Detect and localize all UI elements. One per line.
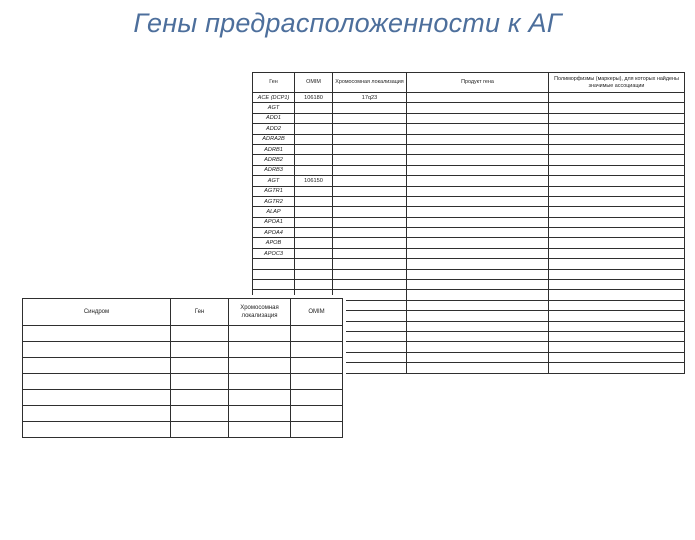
syndrome-table-row: [23, 358, 343, 374]
gene-table-row-cell: [333, 134, 407, 144]
gene-table-row-cell: [333, 238, 407, 248]
syndrome-table-row-cell: [23, 390, 171, 406]
gene-table-row-cell: [549, 113, 685, 123]
syndrome-table-row-cell: [23, 326, 171, 342]
gene-table-row-cell: [407, 238, 549, 248]
gene-table-row-cell: [407, 352, 549, 362]
gene-table-row-cell: ADD2: [253, 124, 295, 134]
gene-table-row-cell: APOB: [253, 238, 295, 248]
syndrome-table-row-cell: [229, 422, 291, 438]
syndrome-table-row-cell: [171, 358, 229, 374]
syndrome-table-row-cell: [23, 374, 171, 390]
gene-table-row-cell: [549, 103, 685, 113]
syndrome-table-row: [23, 342, 343, 358]
syndrome-table-row-cell: [229, 342, 291, 358]
gene-table-row-cell: [549, 321, 685, 331]
gene-table-row: [253, 259, 685, 269]
gene-table-row-cell: [549, 300, 685, 310]
gene-table-row-cell: [549, 93, 685, 103]
gene-table-row-cell: [295, 124, 333, 134]
gene-table-row-cell: [549, 331, 685, 341]
gene-table-row-cell: [549, 207, 685, 217]
gene-table-row-cell: 17q23: [333, 93, 407, 103]
slide-title: Гены предрасположенности к АГ: [133, 8, 562, 38]
gene-table-row-cell: [333, 207, 407, 217]
gene-table-row-cell: ADRB3: [253, 165, 295, 175]
gene-table-row-cell: [549, 363, 685, 373]
syndrome-table-row-cell: [229, 358, 291, 374]
gene-table-row-cell: [295, 217, 333, 227]
gene-table-row-cell: [407, 113, 549, 123]
gene-table-row-cell: [333, 269, 407, 279]
syndrome-table-row-cell: [291, 326, 343, 342]
gene-table-row-cell: [333, 352, 407, 362]
gene-table-row-cell: [253, 280, 295, 290]
syndrome-table-row-cell: [23, 358, 171, 374]
syndrome-table-row-header-cell: Синдром: [23, 299, 171, 326]
syndrome-table-row-cell: [171, 390, 229, 406]
gene-table-row-cell: [333, 176, 407, 186]
gene-table-row: [253, 144, 685, 154]
gene-table-row-cell: [407, 331, 549, 341]
gene-table-row-cell: [407, 134, 549, 144]
gene-table-row-cell: 106180: [295, 93, 333, 103]
gene-table-row-cell: 106150: [295, 176, 333, 186]
gene-table-row-cell: [295, 280, 333, 290]
gene-table-row-cell: [333, 331, 407, 341]
gene-table-row-cell: ADRB1: [253, 144, 295, 154]
syndrome-table-row-header-cell: Ген: [171, 299, 229, 326]
gene-table-row-cell: [333, 228, 407, 238]
gene-table-row-cell: [407, 124, 549, 134]
syndrome-table-row-cell: [229, 326, 291, 342]
gene-table-row-cell: [253, 259, 295, 269]
syndrome-table-row-header-cell: Хромосомная локализация: [229, 299, 291, 326]
gene-table-row: [253, 280, 685, 290]
gene-table-row-cell: ADRB2: [253, 155, 295, 165]
gene-table-row-cell: [333, 290, 407, 300]
gene-table-row-cell: [295, 196, 333, 206]
gene-table-row-cell: [333, 186, 407, 196]
syndrome-table-row: [23, 422, 343, 438]
gene-table-row-cell: [333, 124, 407, 134]
gene-table-row-cell: [333, 155, 407, 165]
gene-table-row-cell: [407, 196, 549, 206]
gene-table-row-cell: [549, 342, 685, 352]
syndrome-table-row-cell: [291, 422, 343, 438]
gene-table-row-header-cell: Хромосомная локализация: [333, 73, 407, 93]
syndrome-table-row-cell: [291, 342, 343, 358]
gene-table-row-cell: [407, 290, 549, 300]
gene-table-row-cell: ADRA2B: [253, 134, 295, 144]
gene-table-row: [253, 93, 685, 103]
syndrome-table-row-cell: [291, 374, 343, 390]
gene-table-row-cell: [295, 165, 333, 175]
gene-table-row-cell: [407, 311, 549, 321]
gene-table-row-header-cell: Ген: [253, 73, 295, 93]
syndrome-table-row-cell: [171, 374, 229, 390]
gene-table-row-cell: [295, 144, 333, 154]
gene-table-row-cell: [549, 217, 685, 227]
gene-table-row-cell: [333, 165, 407, 175]
gene-table-row-cell: [295, 269, 333, 279]
syndrome-table-row-cell: [171, 326, 229, 342]
gene-table-row-cell: [407, 321, 549, 331]
gene-table-row-cell: ACE (DCP1): [253, 93, 295, 103]
gene-table-row: [253, 176, 685, 186]
gene-table-row: [253, 248, 685, 258]
syndrome-table-row-cell: [23, 342, 171, 358]
syndrome-table: [22, 298, 343, 438]
gene-table-row-cell: [549, 290, 685, 300]
gene-table-row: [253, 103, 685, 113]
gene-table-row-cell: [407, 217, 549, 227]
syndrome-table-row-header-cell: OMIM: [291, 299, 343, 326]
gene-table-row-cell: [549, 228, 685, 238]
syndrome-table-row: [23, 406, 343, 422]
gene-table-row-cell: [295, 186, 333, 196]
gene-table-row-cell: [549, 238, 685, 248]
gene-table-row-header-cell: Полиморфизмы (маркеры), для которых найдены значимые ассоциации: [549, 73, 685, 93]
gene-table-row: [253, 165, 685, 175]
syndrome-table-body: [23, 326, 343, 438]
syndrome-table-row-cell: [23, 422, 171, 438]
gene-table-row-cell: [295, 228, 333, 238]
gene-table-row-cell: [407, 248, 549, 258]
gene-table-row-cell: [549, 165, 685, 175]
gene-table-row: [253, 269, 685, 279]
gene-table-row-cell: [333, 321, 407, 331]
gene-table-row-cell: [407, 144, 549, 154]
gene-table-row-cell: [333, 363, 407, 373]
syndrome-table-row: [23, 374, 343, 390]
gene-table-row: [253, 155, 685, 165]
gene-table-row-cell: AGT: [253, 103, 295, 113]
gene-table-row-cell: [333, 248, 407, 258]
gene-table-row-cell: [295, 238, 333, 248]
gene-table-row-cell: [333, 311, 407, 321]
gene-table-row: [253, 228, 685, 238]
gene-table-row-cell: [549, 196, 685, 206]
gene-table-row-cell: [549, 124, 685, 134]
syndrome-table-row: [23, 390, 343, 406]
gene-table-row-cell: [549, 311, 685, 321]
gene-table-row-cell: [549, 269, 685, 279]
gene-table-row-cell: [549, 144, 685, 154]
gene-table-row-cell: [549, 176, 685, 186]
gene-table-row-cell: AGTR2: [253, 196, 295, 206]
gene-table-row-cell: [549, 248, 685, 258]
gene-table-row-cell: [407, 176, 549, 186]
gene-table-row: [253, 207, 685, 217]
syndrome-table-row-cell: [229, 374, 291, 390]
gene-table-row-cell: [407, 259, 549, 269]
gene-table-row-cell: [407, 207, 549, 217]
syndrome-table-row-cell: [171, 422, 229, 438]
gene-table-row-cell: [333, 259, 407, 269]
gene-table-row-cell: [333, 113, 407, 123]
syndrome-table-row-cell: [291, 390, 343, 406]
gene-table-row: [253, 113, 685, 123]
gene-table-row-cell: [549, 280, 685, 290]
gene-table-row: [253, 186, 685, 196]
gene-table-row-cell: AGT: [253, 176, 295, 186]
gene-table-row-header-cell: Продукт гена: [407, 73, 549, 93]
syndrome-table-row-cell: [171, 342, 229, 358]
gene-table-row-cell: [295, 259, 333, 269]
gene-table-row-cell: [549, 155, 685, 165]
gene-table-header-row: [253, 73, 685, 93]
gene-table-row: [253, 134, 685, 144]
gene-table-row: [253, 196, 685, 206]
gene-table-row-cell: [407, 93, 549, 103]
syndrome-table-row-cell: [291, 358, 343, 374]
gene-table-row-cell: [407, 228, 549, 238]
gene-table-row-cell: [407, 155, 549, 165]
gene-table-row: [253, 217, 685, 227]
gene-table-row: [253, 124, 685, 134]
gene-table-row-cell: [253, 269, 295, 279]
gene-table-row-cell: [333, 300, 407, 310]
gene-table-row-cell: [549, 186, 685, 196]
gene-table-row-cell: APOA4: [253, 228, 295, 238]
gene-table-row-cell: [407, 103, 549, 113]
gene-table-row-cell: APOA1: [253, 217, 295, 227]
gene-table-row-cell: AGTR1: [253, 186, 295, 196]
gene-table-row-cell: [333, 217, 407, 227]
gene-table-row-cell: [407, 186, 549, 196]
gene-table-row-header-cell: OMIM: [295, 73, 333, 93]
gene-table-row-cell: [295, 155, 333, 165]
gene-table-row-cell: [407, 342, 549, 352]
gene-table-row-cell: [295, 113, 333, 123]
gene-table-row-cell: ALAP: [253, 207, 295, 217]
syndrome-table-row-cell: [229, 406, 291, 422]
gene-table-row-cell: [333, 280, 407, 290]
gene-table-row-cell: [333, 144, 407, 154]
gene-table-row-cell: [295, 248, 333, 258]
gene-table-row-cell: [333, 103, 407, 113]
gene-table-row-cell: [295, 134, 333, 144]
gene-table-row-cell: [549, 352, 685, 362]
gene-table-row-cell: [295, 207, 333, 217]
gene-table-row-cell: [333, 196, 407, 206]
syndrome-table-row-cell: [171, 406, 229, 422]
gene-table-row-cell: [407, 280, 549, 290]
syndrome-table-header-row: [23, 299, 343, 326]
gene-table-row-cell: [407, 300, 549, 310]
gene-table-row-cell: ADD1: [253, 113, 295, 123]
gene-table-row-cell: APOC3: [253, 248, 295, 258]
gene-table-row-cell: [407, 269, 549, 279]
gene-table-row-cell: [295, 103, 333, 113]
syndrome-table-row: [23, 326, 343, 342]
gene-table-row-cell: [549, 134, 685, 144]
gene-table-row-cell: [333, 342, 407, 352]
syndrome-table-row-cell: [291, 406, 343, 422]
gene-table-row-cell: [407, 363, 549, 373]
gene-table-row: [253, 238, 685, 248]
syndrome-table-row-cell: [23, 406, 171, 422]
syndrome-table-row-cell: [229, 390, 291, 406]
gene-table-row-cell: [549, 259, 685, 269]
gene-table-row-cell: [407, 165, 549, 175]
